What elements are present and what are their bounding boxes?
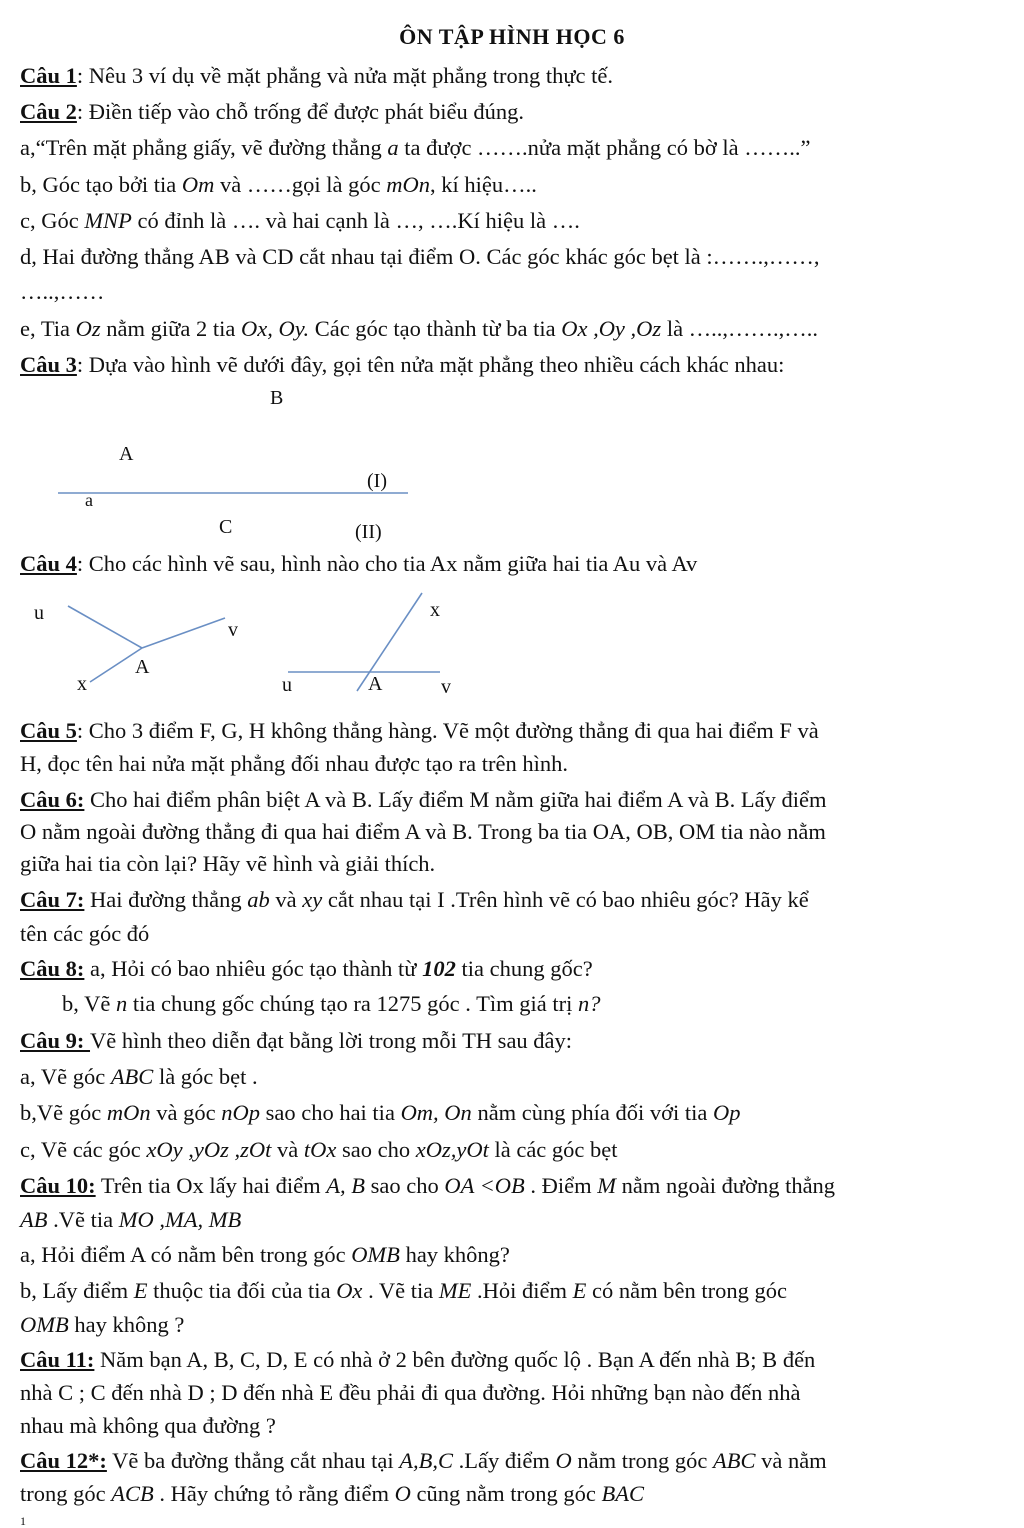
question-7-line-2: tên các góc đó <box>20 921 150 946</box>
ray-label-x-2: x <box>430 599 440 621</box>
half-plane-label-2: (II) <box>355 521 382 543</box>
question-4: Câu 4: Cho các hình vẽ sau, hình nào cho tia Ax nằm giữa hai tia Au và Av <box>20 551 698 576</box>
point-label-a: A <box>119 443 134 465</box>
question-2b: b, Góc tạo bởi tia Om và ……gọi là góc mOn, kí hiệu….. <box>20 172 537 197</box>
question-label: Câu 4 <box>20 551 77 576</box>
question-9b: b,Vẽ góc mOn và góc nOp sao cho hai tia Om, On nằm cùng phía đối với tia Op <box>20 1100 741 1125</box>
page-number: 1 <box>20 1514 26 1528</box>
point-label-a-2: A <box>368 673 383 695</box>
question-9: Câu 9: Vẽ hình theo diễn đạt bằng lời trong mỗi TH sau đây: <box>20 1028 573 1053</box>
question-11-line-2: nhà C ; C đến nhà D ; D đến nhà E đều phải đi qua đường. Hỏi những bạn nào đến nhà <box>20 1380 801 1405</box>
question-6-line-3: giữa hai tia còn lại? Hãy vẽ hình và giải thích. <box>20 851 436 876</box>
question-6: Câu 6: Cho hai điểm phân biệt A và B. Lấy điểm M nằm giữa hai điểm A và B. Lấy điểm <box>20 787 827 812</box>
question-12: Câu 12*: Vẽ ba đường thẳng cắt nhau tại A,B,C .Lấy điểm O nằm trong góc ABC và nằm <box>20 1448 827 1473</box>
question-label: Câu 5 <box>20 718 77 743</box>
question-9c: c, Vẽ các góc xOy ,yOz ,zOt và tOx sao cho xOz,yOt là các góc bẹt <box>20 1137 618 1162</box>
question-5: Câu 5: Cho 3 điểm F, G, H không thẳng hàng. Vẽ một đường thẳng đi qua hai điểm F và <box>20 718 819 743</box>
question-label: Câu 12*: <box>20 1448 107 1473</box>
question-10-line-2: AB .Vẽ tia MO ,MA, MB <box>20 1207 242 1232</box>
ray-label-u-2: u <box>282 674 292 696</box>
point-label-c: C <box>219 516 233 538</box>
question-2: Câu 2: Điền tiếp vào chỗ trống để được phát biểu đúng. <box>20 99 525 124</box>
question-6-line-2: O nằm ngoài đường thẳng đi qua hai điểm A và B. Trong ba tia OA, OB, OM tia nào nằm <box>20 819 826 844</box>
question-10b: b, Lấy điểm E thuộc tia đối của tia Ox . Vẽ tia ME .Hỏi điểm E có nằm bên trong góc <box>20 1278 787 1303</box>
question-8b: b, Vẽ n tia chung gốc chúng tạo ra 1275 góc . Tìm giá trị n? <box>62 991 601 1016</box>
ray-au <box>68 606 142 648</box>
question-label: Câu 6: <box>20 787 85 812</box>
point-label-a: A <box>135 656 150 678</box>
question-2c: c, Góc MNP có đỉnh là …. và hai cạnh là …, ….Kí hiệu là …. <box>20 208 580 233</box>
question-7: Câu 7: Hai đường thẳng ab và xy cắt nhau tại I .Trên hình vẽ có bao nhiêu góc? Hãy kể <box>20 887 809 912</box>
question-11: Câu 11: Năm bạn A, B, C, D, E có nhà ở 2 bên đường quốc lộ . Bạn A đến nhà B; B đến <box>20 1347 816 1372</box>
question-label: Câu 10: <box>20 1173 96 1198</box>
question-2e: e, Tia Oz nằm giữa 2 tia Ox, Oy. Các góc tạo thành từ ba tia Ox ,Oy ,Oz là …..,…….,….. <box>20 316 819 341</box>
question-label: Câu 7: <box>20 887 85 912</box>
ray-label-x: x <box>77 673 87 695</box>
question-label: Câu 8: <box>20 956 85 981</box>
question-label: Câu 2 <box>20 99 77 124</box>
question-10b-cont: OMB hay không ? <box>20 1312 185 1337</box>
ray-av <box>142 618 225 648</box>
question-12-line-2: trong góc ACB . Hãy chứng tỏ rằng điểm O cũng nằm trong góc BAC <box>20 1481 644 1506</box>
ray-label-v: v <box>228 619 238 641</box>
question-9a: a, Vẽ góc ABC là góc bẹt . <box>20 1064 258 1089</box>
question-8: Câu 8: a, Hỏi có bao nhiêu góc tạo thành từ 102 tia chung gốc? <box>20 956 593 981</box>
question-label: Câu 11: <box>20 1347 95 1372</box>
ray-label-u: u <box>34 602 44 624</box>
page-title: ÔN TẬP HÌNH HỌC 6 <box>399 24 625 49</box>
line-label-a: a <box>85 490 93 510</box>
question-5-line-2: H, đọc tên hai nửa mặt phẳng đối nhau được tạo ra trên hình. <box>20 751 569 776</box>
question-label: Câu 1 <box>20 63 77 88</box>
question-1: Câu 1: Nêu 3 ví dụ về mặt phẳng và nửa mặt phẳng trong thực tế. <box>20 63 614 88</box>
question-2a: a,“Trên mặt phẳng giấy, vẽ đường thẳng a ta được …….nửa mặt phẳng có bờ là ……..” <box>20 135 811 160</box>
question-10a: a, Hỏi điểm A có nằm bên trong góc OMB hay không? <box>20 1242 510 1267</box>
question-label: Câu 9: <box>20 1028 91 1053</box>
question-label: Câu 3 <box>20 352 77 377</box>
half-plane-label-1: (I) <box>367 470 387 492</box>
question-2d-cont: …..,…… <box>20 279 105 304</box>
question-3: Câu 3: Dựa vào hình vẽ dưới đây, gọi tên nửa mặt phẳng theo nhiều cách khác nhau: <box>20 352 785 377</box>
question-2d: d, Hai đường thẳng AB và CD cắt nhau tại điểm O. Các góc khác góc bẹt là :…….,……, <box>20 244 820 269</box>
question-11-line-3: nhau mà không qua đường ? <box>20 1413 276 1438</box>
ray-ax-2 <box>357 593 422 691</box>
point-label-b: B <box>270 387 284 409</box>
question-10: Câu 10: Trên tia Ox lấy hai điểm A, B sao cho OA <OB . Điểm M nằm ngoài đường thẳng <box>20 1173 836 1198</box>
ray-label-v-2: v <box>441 676 451 698</box>
